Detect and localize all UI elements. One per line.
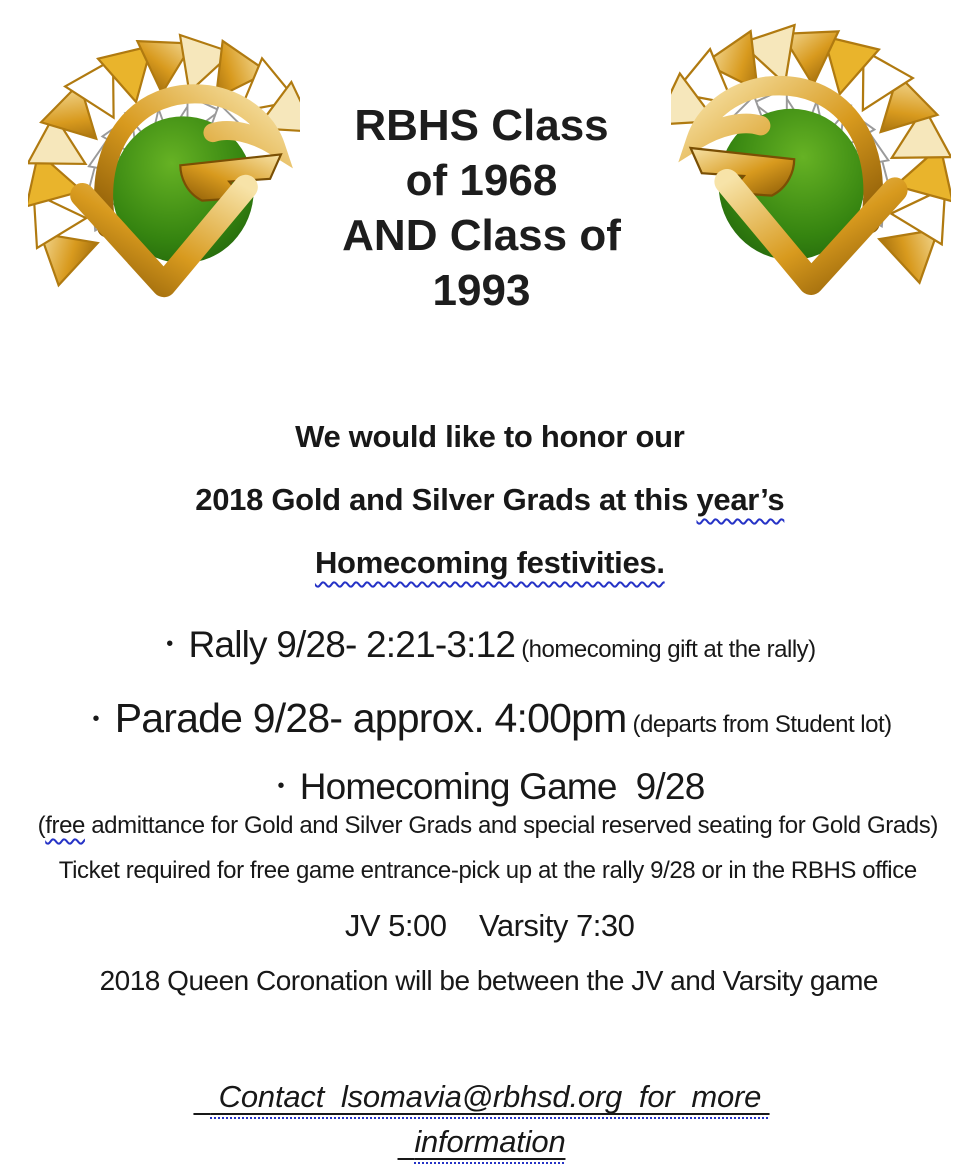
- intro-line-3: [0, 509, 963, 581]
- title-line-3: AND Class of: [342, 211, 621, 260]
- contact-info-text: information: [414, 1124, 566, 1159]
- rally-note: (homecoming gift at the rally): [521, 636, 816, 663]
- parade-note: (departs from Student lot): [632, 711, 892, 738]
- contact-line-2: [0, 1088, 963, 1160]
- spartan-helmet-icon: [28, 26, 300, 310]
- game-text: Homecoming Game 9/28: [299, 766, 705, 807]
- coronation-line: [0, 933, 963, 997]
- intro-text-2: 2018 Gold and Silver Grads at this: [195, 482, 697, 517]
- parade-text: Parade 9/28- approx. 4:00pm: [114, 695, 627, 741]
- intro-text-3-misspelled: Homecoming festivities.: [314, 545, 665, 580]
- contact-email-text: Contact lsomavia@rbhsd.org for more: [210, 1079, 770, 1114]
- title-line-4: 1993: [432, 266, 531, 315]
- spartan-helmet-logo-left: [28, 26, 300, 315]
- rally-text: Rally 9/28- 2:21-3:12: [188, 624, 516, 665]
- intro-line-1: [0, 383, 963, 455]
- bullet-icon: •: [92, 708, 99, 730]
- times-text: JV 5:00 Varsity 7:30: [344, 908, 635, 943]
- admittance-rest: admittance for Gold and Silver Grads and special reserved seating for Gold Grads): [84, 812, 938, 839]
- bullet-icon: •: [166, 633, 173, 655]
- bullet-icon: •: [277, 775, 284, 797]
- spartan-helmet-logo-right: [671, 16, 951, 313]
- title-line-2: of 1968: [405, 156, 558, 205]
- intro-line-2: [0, 446, 963, 518]
- intro-text-1: We would like to honor our: [295, 419, 685, 454]
- admittance-misspelled: free: [45, 812, 85, 839]
- ticket-text: Ticket required for free game entrance-pick up at the rally 9/28 or in the RBHS office: [58, 857, 917, 884]
- title-line-1: RBHS Class: [354, 101, 609, 150]
- page-title: [272, 98, 692, 318]
- intro-text-2-misspelled: year’s: [696, 482, 785, 517]
- coronation-text: 2018 Queen Coronation will be between the JV and Varsity game: [99, 965, 878, 996]
- spartan-helmet-icon: [671, 16, 951, 308]
- admittance-pre: (: [37, 812, 46, 839]
